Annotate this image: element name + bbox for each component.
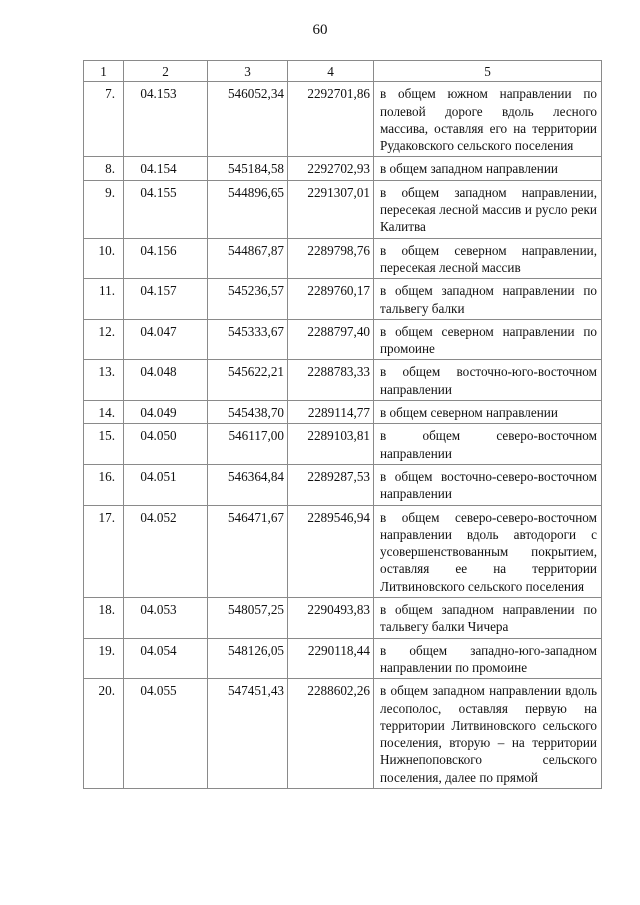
coordinate-y-cell: 2290118,44 xyxy=(288,638,374,679)
table-row xyxy=(84,157,602,180)
point-code-cell: 04.052 xyxy=(124,505,208,597)
direction-description-cell: в общем северо-восточном направлении xyxy=(374,424,602,465)
coordinate-y-cell: 2291307,01 xyxy=(288,180,374,238)
table-row xyxy=(84,238,602,279)
column-header-1: 1 xyxy=(84,61,124,82)
coordinate-x-cell: 545438,70 xyxy=(208,401,288,424)
direction-description-cell: в общем западном направлении по тальвегу балки Чичера xyxy=(374,598,602,639)
point-code-cell: 04.154 xyxy=(124,157,208,180)
point-code-cell: 04.156 xyxy=(124,238,208,279)
direction-description-cell: в общем восточно-юго-восточном направлении xyxy=(374,360,602,401)
point-code-cell: 04.053 xyxy=(124,598,208,639)
coordinate-y-cell: 2289114,77 xyxy=(288,401,374,424)
row-number-cell: 10. xyxy=(84,238,124,279)
table-row xyxy=(84,319,602,360)
coordinate-x-cell: 547451,43 xyxy=(208,679,288,789)
row-number-cell: 11. xyxy=(84,279,124,320)
coordinate-y-cell: 2290493,83 xyxy=(288,598,374,639)
column-header-2: 2 xyxy=(124,61,208,82)
point-code-cell: 04.048 xyxy=(124,360,208,401)
coordinate-x-cell: 545622,21 xyxy=(208,360,288,401)
row-number-cell: 13. xyxy=(84,360,124,401)
column-header-4: 4 xyxy=(288,61,374,82)
row-number-cell: 9. xyxy=(84,180,124,238)
direction-description-cell: в общем северо-северо-восточном направлении вдоль автодороги с усовершенствованным покрытием, оставляя ее на территории Литвиновского сельского поселения xyxy=(374,505,602,597)
coordinate-y-cell: 2288783,33 xyxy=(288,360,374,401)
coordinate-x-cell: 545333,67 xyxy=(208,319,288,360)
table-row xyxy=(84,401,602,424)
coordinate-y-cell: 2292701,86 xyxy=(288,82,374,157)
direction-description-cell: в общем южном направлении по полевой дороге вдоль лесного массива, оставляя его на территории Рудаковского сельского поселения xyxy=(374,82,602,157)
table-row xyxy=(84,82,602,157)
point-code-cell: 04.153 xyxy=(124,82,208,157)
direction-description-cell: в общем восточно-северо-восточном направлении xyxy=(374,464,602,505)
point-code-cell: 04.050 xyxy=(124,424,208,465)
table-row xyxy=(84,464,602,505)
column-header-5: 5 xyxy=(374,61,602,82)
point-code-cell: 04.047 xyxy=(124,319,208,360)
coordinate-x-cell: 546471,67 xyxy=(208,505,288,597)
table-row xyxy=(84,279,602,320)
coordinate-x-cell: 548057,25 xyxy=(208,598,288,639)
table-header-row xyxy=(84,61,602,82)
point-code-cell: 04.054 xyxy=(124,638,208,679)
table-row xyxy=(84,505,602,597)
row-number-cell: 12. xyxy=(84,319,124,360)
point-code-cell: 04.051 xyxy=(124,464,208,505)
point-code-cell: 04.157 xyxy=(124,279,208,320)
direction-description-cell: в общем северном направлении xyxy=(374,401,602,424)
coordinate-x-cell: 546364,84 xyxy=(208,464,288,505)
coordinate-y-cell: 2288797,40 xyxy=(288,319,374,360)
direction-description-cell: в общем западном направлении вдоль лесополос, оставляя первую на территории Литвиновского сельского поселения, вторую – на территории Нижнепоповского сельского поселения, далее по прямой xyxy=(374,679,602,789)
direction-description-cell: в общем северном направлении по промоине xyxy=(374,319,602,360)
coordinate-y-cell: 2289546,94 xyxy=(288,505,374,597)
row-number-cell: 19. xyxy=(84,638,124,679)
row-number-cell: 20. xyxy=(84,679,124,789)
table-row xyxy=(84,360,602,401)
direction-description-cell: в общем западно-юго-западном направлении по промоине xyxy=(374,638,602,679)
coordinate-y-cell: 2289287,53 xyxy=(288,464,374,505)
table-row xyxy=(84,679,602,789)
coordinate-x-cell: 545184,58 xyxy=(208,157,288,180)
coordinate-y-cell: 2288602,26 xyxy=(288,679,374,789)
column-header-3: 3 xyxy=(208,61,288,82)
coordinates-table xyxy=(83,60,602,789)
coordinate-x-cell: 545236,57 xyxy=(208,279,288,320)
row-number-cell: 7. xyxy=(84,82,124,157)
row-number-cell: 8. xyxy=(84,157,124,180)
direction-description-cell: в общем западном направлении xyxy=(374,157,602,180)
row-number-cell: 15. xyxy=(84,424,124,465)
direction-description-cell: в общем западном направлении по тальвегу балки xyxy=(374,279,602,320)
page-number: 60 xyxy=(312,22,328,38)
table-row xyxy=(84,424,602,465)
coordinate-y-cell: 2289798,76 xyxy=(288,238,374,279)
coordinate-x-cell: 544896,65 xyxy=(208,180,288,238)
row-number-cell: 18. xyxy=(84,598,124,639)
row-number-cell: 17. xyxy=(84,505,124,597)
coordinate-y-cell: 2289760,17 xyxy=(288,279,374,320)
coordinate-x-cell: 546117,00 xyxy=(208,424,288,465)
point-code-cell: 04.055 xyxy=(124,679,208,789)
point-code-cell: 04.155 xyxy=(124,180,208,238)
point-code-cell: 04.049 xyxy=(124,401,208,424)
table-row xyxy=(84,180,602,238)
coordinate-y-cell: 2292702,93 xyxy=(288,157,374,180)
direction-description-cell: в общем западном направлении, пересекая лесной массив и русло реки Калитва xyxy=(374,180,602,238)
coordinate-x-cell: 544867,87 xyxy=(208,238,288,279)
direction-description-cell: в общем северном направлении, пересекая лесной массив xyxy=(374,238,602,279)
row-number-cell: 16. xyxy=(84,464,124,505)
coordinate-y-cell: 2289103,81 xyxy=(288,424,374,465)
coordinate-x-cell: 548126,05 xyxy=(208,638,288,679)
row-number-cell: 14. xyxy=(84,401,124,424)
table-row xyxy=(84,638,602,679)
table-row xyxy=(84,598,602,639)
coordinate-x-cell: 546052,34 xyxy=(208,82,288,157)
